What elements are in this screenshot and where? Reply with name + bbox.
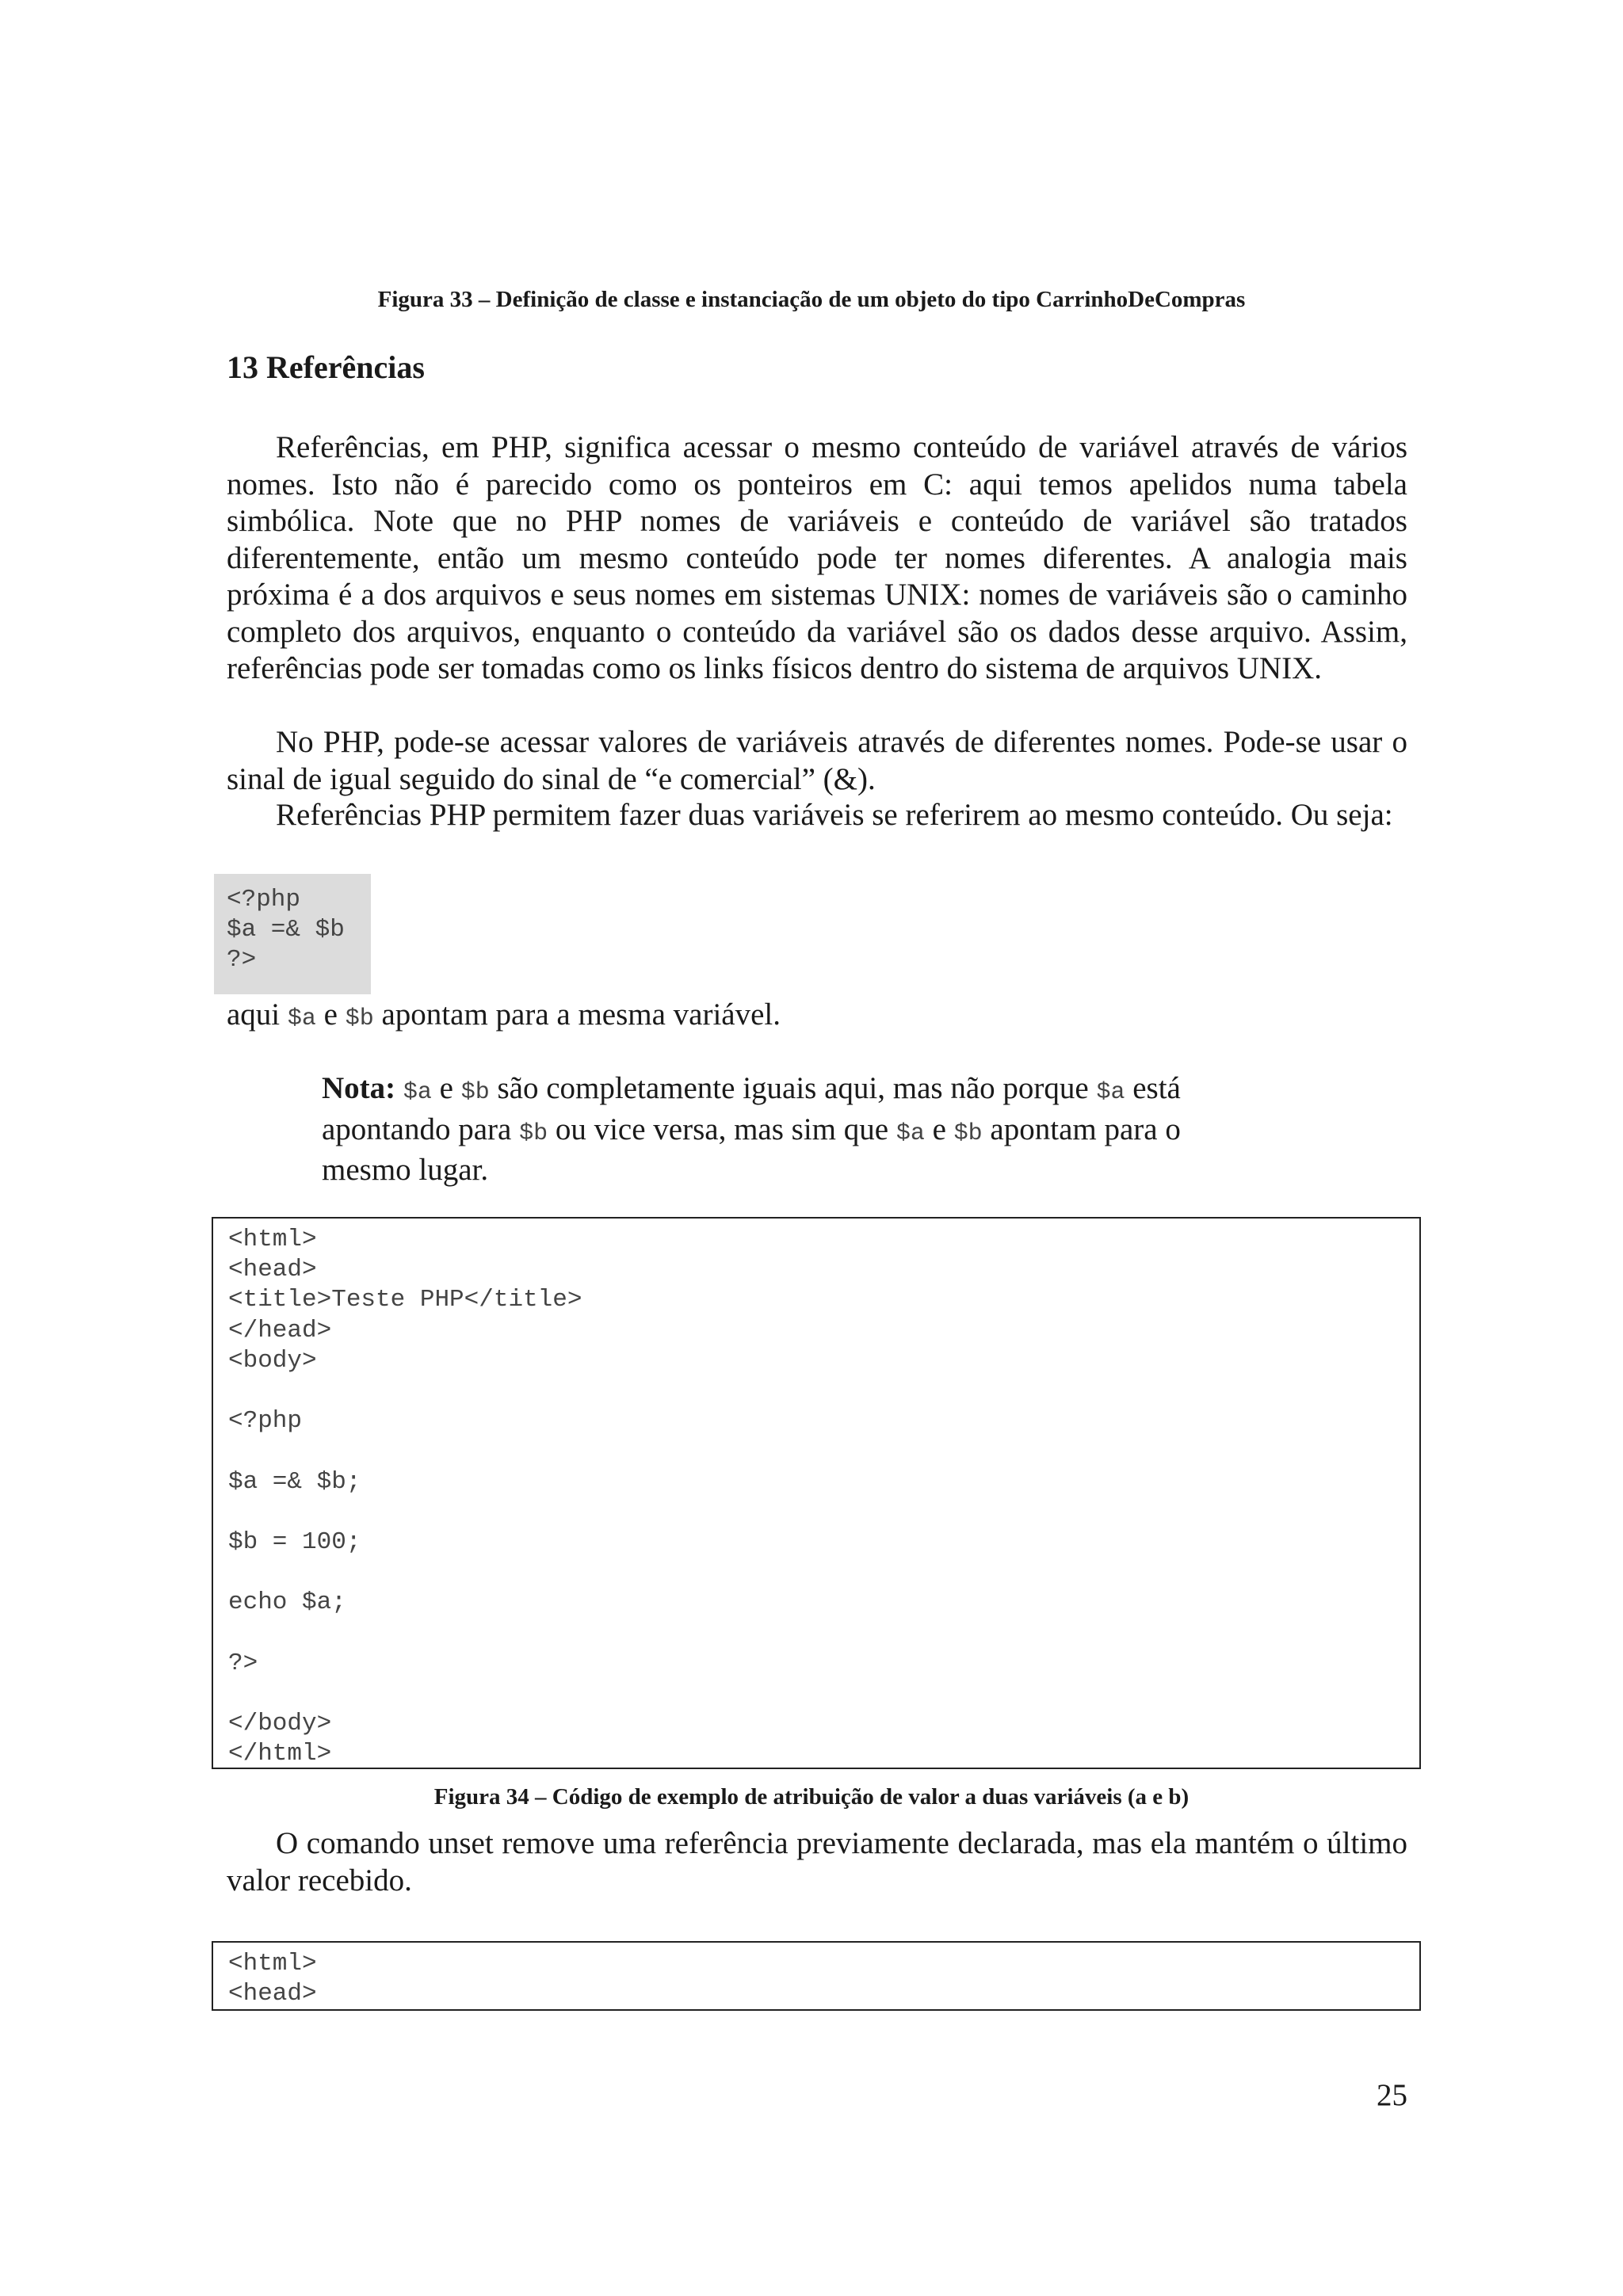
inline-code-b: $b	[345, 1005, 374, 1032]
note-text-6: apontam para o mesmo lugar.	[322, 1112, 1181, 1187]
code-block-unset-text: <html> <head>	[228, 1950, 317, 2008]
note-text-4: ou vice versa, mas sim que	[548, 1112, 896, 1146]
note-block	[322, 1070, 1224, 1189]
shaded-code-text: <?php $a =& $b ?>	[227, 886, 345, 974]
inline-code-a: $a	[287, 1005, 316, 1032]
aqui-text-2: e	[315, 997, 346, 1032]
paragraph-referencias-intro: Referências, em PHP, significa acessar o mesmo conteúdo de variável através de vários nomes. Isto não é parecido como os ponteiros em C: aqui temos apelidos numa tabela simbólica. Note que no PHP nomes de variáveis e conteúdo de variável são tratados diferentemente, então um mesmo conteúdo pode ter nomes diferentes. A analogia mais próxima é a dos arquivos e seus nomes em sistemas UNIX: nomes de variáveis são o caminho completo dos arquivos, enquanto o conteúdo da variável são os dados desse arquivo. Assim, referências pode ser tomadas como os links físicos dentro do sistema de arquivos UNIX.	[227, 430, 1407, 685]
note-text-2: são completamente iguais aqui, mas não porque	[489, 1071, 1097, 1105]
note-code-6: $b	[953, 1119, 983, 1147]
figure-34-caption: Figura 34 – Código de exemplo de atribuição de valor a duas variáveis (a e b)	[433, 1784, 1190, 1810]
aqui-text-3: apontam para a mesma variável.	[373, 997, 781, 1032]
paragraph-references-same-content: Referências PHP permitem fazer duas variáveis se referirem ao mesmo conteúdo. Ou seja:	[276, 798, 1393, 832]
paragraph-unset: O comando unset remove uma referência previamente declarada, mas ela mantém o último valor recebido.	[227, 1826, 1407, 1897]
note-text-5: e	[924, 1112, 954, 1146]
paragraph-aqui	[227, 997, 781, 1038]
code-block-unset-example	[212, 1941, 1421, 2011]
aqui-text-1: aqui	[227, 997, 288, 1032]
code-block-figure-34	[212, 1217, 1421, 1769]
note-code-2: $b	[460, 1079, 490, 1106]
figure-33-caption: Figura 33 – Definição de classe e instanciação de um objeto do tipo CarrinhoDeCompras	[377, 287, 1246, 312]
note-code-1: $a	[403, 1079, 432, 1106]
page-number: 25	[1377, 2078, 1407, 2112]
code-block-figure-34-text: <html> <head> <title>Teste PHP</title> </head> <body> <?php $a =& $b; $b = 100; echo $a; ?> </body> </html>	[228, 1226, 582, 1768]
note-text-1: e	[431, 1071, 461, 1105]
shaded-code-snippet	[214, 874, 371, 994]
section-heading: 13 Referências	[227, 349, 425, 385]
paragraph-php-names: No PHP, pode-se acessar valores de variáveis através de diferentes nomes. Pode-se usar o sinal de igual seguido do sinal de “e comercial” (&).	[227, 725, 1407, 796]
note-label: Nota:	[322, 1071, 396, 1105]
note-code-4: $b	[519, 1119, 548, 1147]
note-text-3: está apontando para	[322, 1071, 1181, 1146]
note-code-3: $a	[1096, 1079, 1125, 1106]
note-code-5: $a	[896, 1119, 925, 1147]
